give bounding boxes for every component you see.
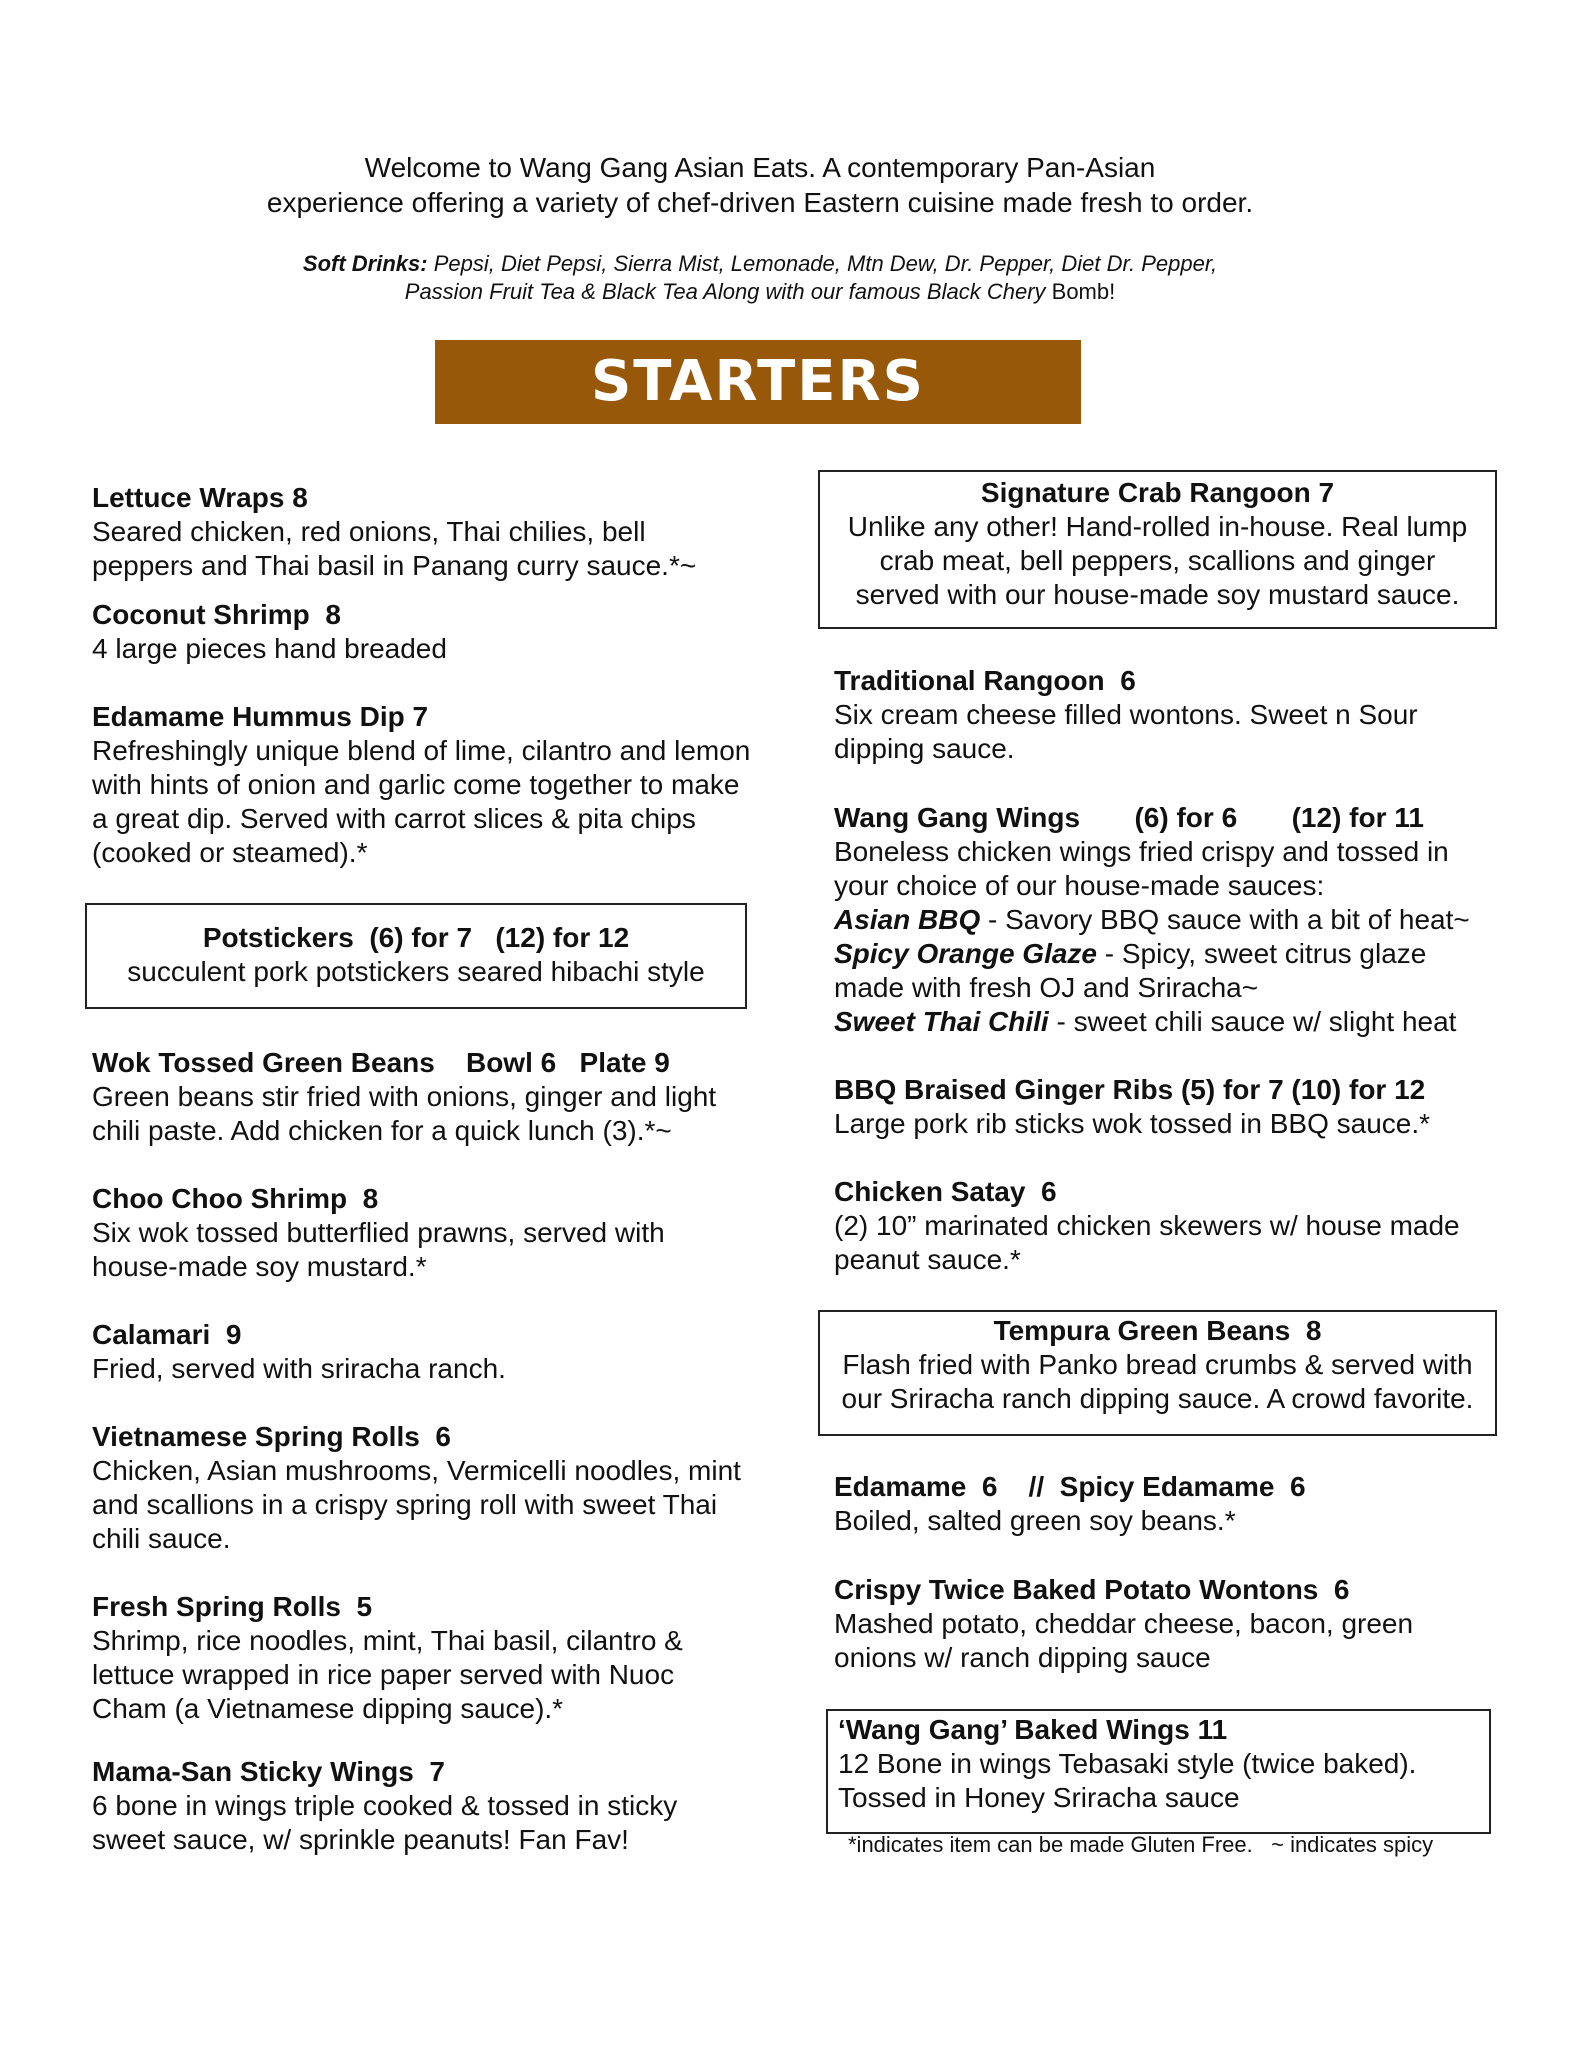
item-desc: Six wok tossed butterflied prawns, served with house-made soy mustard.* — [92, 1217, 665, 1282]
item-desc: Refreshingly unique blend of lime, cilantro and lemon with hints of onion and garlic come together to make a great dip. Served with carrot slices & pita chips (cooked or steamed).* — [92, 735, 751, 868]
item-title: Wok Tossed Green Beans Bowl 6 Plate 9 — [92, 1047, 670, 1078]
soft-drinks-line-2: Passion Fruit Tea & Black Tea Along with our famous Black Chery — [404, 279, 1052, 304]
item-title: Traditional Rangoon 6 — [834, 665, 1136, 696]
sauce-desc: - Savory BBQ sauce with a bit of heat~ — [980, 904, 1470, 935]
menu-item-bbq-ribs — [834, 1073, 1494, 1141]
menu-item-edamame — [834, 1470, 1494, 1538]
menu-box-baked-wings — [826, 1709, 1491, 1834]
item-title: Coconut Shrimp 8 — [92, 599, 341, 630]
item-desc: Boneless chicken wings fried crispy and tossed in your choice of our house-made sauces: — [834, 836, 1449, 901]
item-desc: (2) 10” marinated chicken skewers w/ house made peanut sauce.* — [834, 1210, 1460, 1275]
item-title: Chicken Satay 6 — [834, 1176, 1057, 1207]
sauce-desc: - Spicy, sweet citrus glaze made with fresh OJ and Sriracha~ — [834, 938, 1427, 1003]
menu-box-potstickers — [85, 903, 747, 1009]
item-desc: 6 bone in wings triple cooked & tossed in sticky sweet sauce, w/ sprinkle peanuts! Fan Fav! — [92, 1790, 678, 1855]
sauce-sweet-thai-chili — [834, 1005, 1494, 1039]
menu-item-wang-gang-wings — [834, 801, 1494, 1039]
item-title: Mama-San Sticky Wings 7 — [92, 1756, 445, 1787]
soft-drinks-label: Soft Drinks: — [302, 251, 428, 276]
item-desc: Mashed potato, cheddar cheese, bacon, green onions w/ ranch dipping sauce — [834, 1608, 1414, 1673]
sauce-spicy-orange-glaze — [834, 937, 1494, 1005]
item-title: Lettuce Wraps 8 — [92, 482, 308, 513]
item-title: Potstickers (6) for 7 (12) for 12 — [202, 922, 630, 953]
item-desc: succulent pork potstickers seared hibachi style — [127, 956, 705, 987]
menu-box-tempura-green-beans — [818, 1310, 1497, 1436]
intro-line-2: experience offering a variety of chef-driven Eastern cuisine made fresh to order. — [266, 187, 1254, 218]
item-title: Edamame Hummus Dip 7 — [92, 701, 429, 732]
menu-item-coconut-shrimp — [92, 598, 732, 666]
item-title: Choo Choo Shrimp 8 — [92, 1183, 379, 1214]
item-desc: Fried, served with sriracha ranch. — [92, 1353, 506, 1384]
soft-drinks — [0, 250, 1520, 306]
menu-item-vietnamese-spring-rolls — [92, 1420, 752, 1556]
item-desc: 4 large pieces hand breaded — [92, 633, 447, 664]
item-title: Tempura Green Beans 8 — [993, 1315, 1322, 1346]
menu-item-edamame-hummus — [92, 700, 752, 870]
intro-line-1: Welcome to Wang Gang Asian Eats. A contemporary Pan-Asian — [364, 152, 1156, 183]
menu-item-traditional-rangoon — [834, 664, 1474, 766]
item-title: Fresh Spring Rolls 5 — [92, 1591, 373, 1622]
menu-item-mama-san-wings — [92, 1755, 732, 1857]
item-desc: Boiled, salted green soy beans.* — [834, 1505, 1236, 1536]
item-desc: 12 Bone in wings Tebasaki style (twice baked). Tossed in Honey Sriracha sauce — [838, 1748, 1417, 1813]
welcome-intro — [0, 150, 1520, 220]
menu-item-potato-wontons — [834, 1573, 1474, 1675]
sauce-name: Asian BBQ — [834, 904, 981, 935]
sauce-desc: - sweet chili sauce w/ slight heat — [1048, 1006, 1457, 1037]
item-title: BBQ Braised Ginger Ribs (5) for 7 (10) for 12 — [834, 1074, 1426, 1105]
menu-item-wok-green-beans — [92, 1046, 752, 1148]
item-desc: Green beans stir fried with onions, ginger and light chili paste. Add chicken for a quick lunch (3).*~ — [92, 1081, 717, 1146]
item-title: Edamame 6 // Spicy Edamame 6 — [834, 1471, 1306, 1502]
menu-box-crab-rangoon — [818, 470, 1497, 629]
menu-item-choo-choo-shrimp — [92, 1182, 732, 1284]
menu-item-calamari — [92, 1318, 732, 1386]
soft-drinks-line-1: Pepsi, Diet Pepsi, Sierra Mist, Lemonade, Mtn Dew, Dr. Pepper, Diet Dr. Pepper, — [427, 251, 1218, 276]
item-desc: Shrimp, rice noodles, mint, Thai basil, cilantro & lettuce wrapped in rice paper served with Nuoc Cham (a Vietnamese dipping sauce).* — [92, 1625, 683, 1724]
item-title: Wang Gang Wings (6) for 6 (12) for 11 — [834, 802, 1424, 833]
menu-item-chicken-satay — [834, 1175, 1494, 1277]
item-desc: Flash fried with Panko bread crumbs & served with our Sriracha ranch dipping sauce. A crowd favorite. — [841, 1349, 1474, 1414]
item-desc: Chicken, Asian mushrooms, Vermicelli noodles, mint and scallions in a crispy spring roll with sweet Thai chili sauce. — [92, 1455, 741, 1554]
item-title: Calamari 9 — [92, 1319, 242, 1350]
item-title: Vietnamese Spring Rolls 6 — [92, 1421, 451, 1452]
item-desc: Large pork rib sticks wok tossed in BBQ sauce.* — [834, 1108, 1431, 1139]
item-desc: Seared chicken, red onions, Thai chilies, bell peppers and Thai basil in Panang curry sauce.*~ — [92, 516, 697, 581]
menu-item-lettuce-wraps — [92, 481, 732, 583]
starters-banner: STARTERS — [435, 340, 1081, 424]
item-title: ‘Wang Gang’ Baked Wings 11 — [838, 1714, 1228, 1745]
sauce-name: Spicy Orange Glaze — [834, 938, 1097, 969]
item-title: Signature Crab Rangoon 7 — [980, 477, 1335, 508]
sauce-name: Sweet Thai Chili — [834, 1006, 1049, 1037]
footnote: *indicates item can be made Gluten Free. ~ indicates spicy — [848, 1832, 1434, 1857]
sauce-asian-bbq — [834, 903, 1494, 937]
item-title: Crispy Twice Baked Potato Wontons 6 — [834, 1574, 1350, 1605]
item-desc: Unlike any other! Hand-rolled in-house. Real lump crab meat, bell peppers, scallions and ginger served with our house-made soy mustard sauce. — [847, 511, 1468, 610]
item-desc: Six cream cheese filled wontons. Sweet n Sour dipping sauce. — [834, 699, 1418, 764]
menu-item-fresh-spring-rolls — [92, 1590, 732, 1726]
soft-drinks-line-2-end: Bomb! — [1051, 279, 1116, 304]
